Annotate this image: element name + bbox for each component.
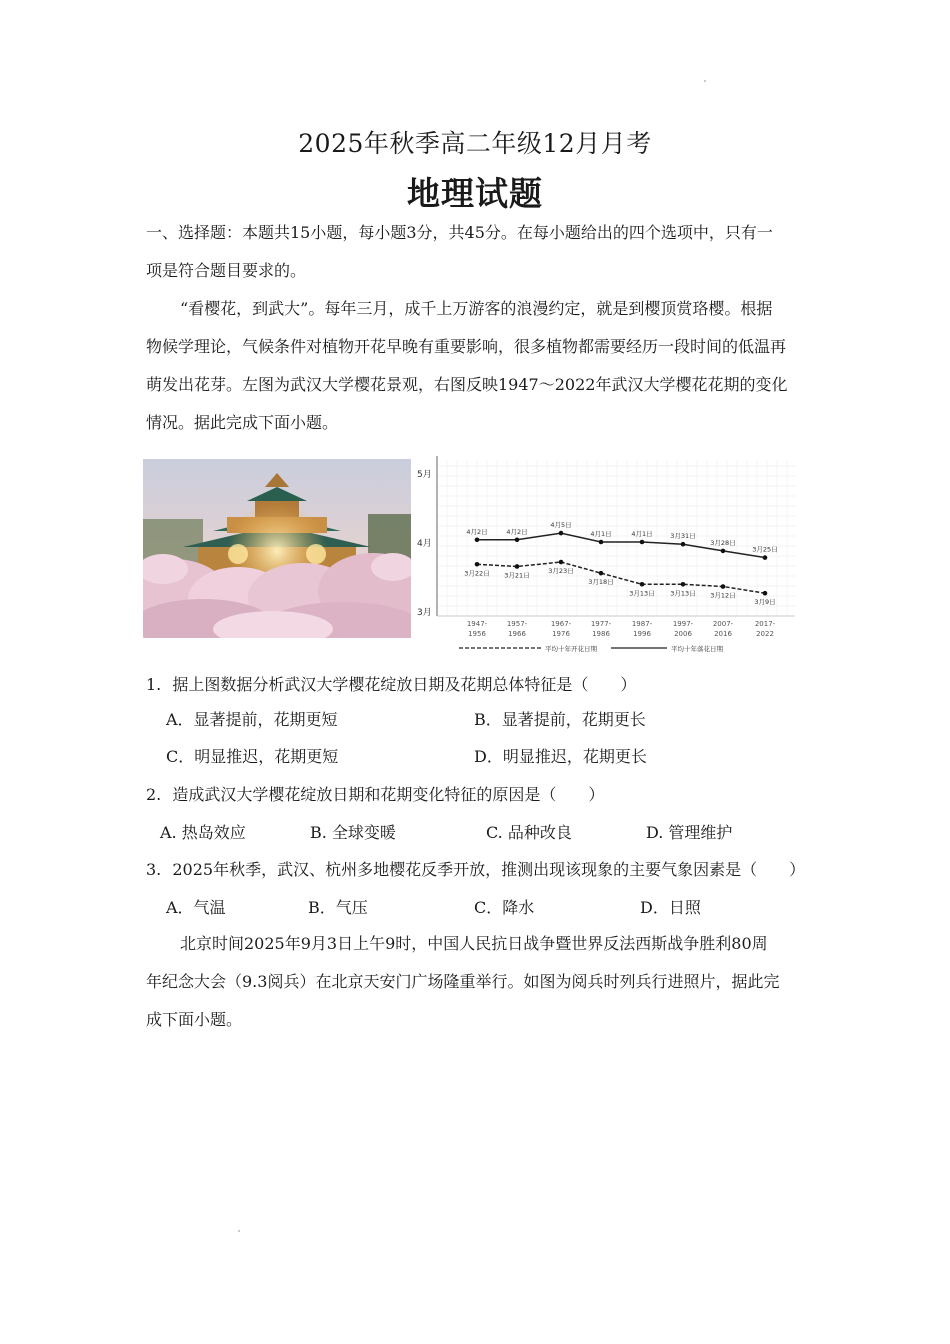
passage-cherry	[146, 290, 812, 442]
option-1b: B．显著提前，花期更长	[474, 710, 646, 729]
bloom-end-point	[681, 542, 686, 547]
bloom-start-point	[721, 584, 726, 589]
question-number: 3.	[146, 860, 162, 879]
chart-x-tick-label: 2006	[674, 630, 692, 638]
option-3c: C．降水	[474, 898, 535, 917]
legend-label: 平均十年落花日期	[671, 645, 723, 653]
question-3	[146, 859, 805, 881]
bloom-start-point	[559, 560, 564, 565]
bloom-end-data-label: 3月25日	[752, 545, 778, 554]
bloom-end-point	[721, 549, 726, 554]
passage-line: 萌发出花芽。左图为武汉大学樱花景观，右图反映1947～2022年武汉大学樱花花期的变化	[146, 375, 788, 394]
section-line: 项是符合题目要求的。	[146, 261, 307, 280]
bloom-start-point	[763, 591, 768, 596]
scan-speck	[238, 1230, 240, 1232]
scan-speck	[704, 80, 706, 82]
chart-x-tick-label: 1967-	[550, 620, 572, 628]
option-3b: B．气压	[308, 898, 368, 917]
chart-x-tick-label: 2022	[756, 630, 774, 638]
chart-x-tick-label: 1956	[468, 630, 486, 638]
chart-x-tick-label: 2016	[714, 630, 732, 638]
question-number: 2.	[146, 785, 162, 804]
bloom-start-point	[640, 582, 645, 587]
cherry-blossom-photo	[143, 459, 411, 638]
question-stem: 据上图数据分析武汉大学樱花绽放日期及花期总体特征是（ ）	[172, 675, 637, 694]
bloom-start-data-label: 3月22日	[464, 569, 490, 578]
section-line: 一、选择题：本题共15小题，每小题3分，共45分。在每小题给出的四个选项中，只有一	[146, 223, 773, 242]
passage-line: 物候学理论，气候条件对植物开花早晚有重要影响，很多植物都需要经历一段时间的低温再	[146, 337, 787, 356]
bloom-end-data-label: 4月2日	[466, 527, 488, 536]
chart-x-tick-label: 1966	[508, 630, 526, 638]
option-2d: D. 管理维护	[646, 823, 733, 842]
chart-y-tick-label: 3月	[417, 608, 432, 618]
question-2	[146, 784, 604, 806]
question-1	[146, 674, 636, 696]
option-3d: D．日照	[640, 898, 701, 917]
option-2b: B. 全球变暖	[310, 823, 396, 842]
passage-parade	[146, 925, 812, 1039]
bloom-start-data-label: 3月21日	[504, 571, 530, 580]
bloom-start-data-label: 3月18日	[588, 578, 614, 587]
chart-x-tick-label: 1997-	[672, 620, 694, 628]
bloom-start-data-label: 3月13日	[670, 589, 696, 598]
bloom-end-point	[475, 537, 480, 542]
bloom-end-data-label: 3月31日	[670, 532, 696, 541]
bloom-end-point	[763, 555, 768, 560]
option-1d: D．明显推迟，花期更长	[474, 747, 647, 766]
exam-title: 2025年秋季高二年级12月月考	[298, 129, 652, 158]
question-stem: 造成武汉大学樱花绽放日期和花期变化特征的原因是（ ）	[172, 785, 605, 804]
bloom-start-data-label: 3月12日	[710, 591, 736, 600]
bloom-end-point	[559, 531, 564, 536]
bloom-start-point	[599, 571, 604, 576]
chart-y-tick-label: 5月	[417, 470, 432, 480]
chart-x-tick-label: 2007-	[712, 620, 734, 628]
option-1a: A．显著提前，花期更短	[166, 710, 338, 729]
bloom-end-point	[515, 537, 520, 542]
bloom-start-data-label: 3月23日	[548, 567, 574, 576]
chart-x-tick-label: 2017-	[754, 620, 776, 628]
chart-x-tick-label: 1976	[552, 630, 570, 638]
option-3a: A．气温	[166, 898, 226, 917]
bloom-end-data-label: 4月1日	[590, 530, 612, 538]
passage-line: 成下面小题。	[146, 1010, 243, 1029]
bloom-end-point	[599, 540, 604, 545]
chart-x-tick-label: 1986	[592, 630, 610, 638]
option-2a: A. 热岛效应	[160, 823, 246, 842]
bloom-end-data-label: 4月5日	[550, 521, 572, 530]
passage-line: 情况。据此完成下面小题。	[146, 413, 339, 432]
bloom-end-data-label: 4月1日	[631, 530, 653, 538]
bloom-end-point	[640, 540, 645, 545]
bloom-start-data-label: 3月9日	[754, 598, 776, 607]
bloom-period-chart	[411, 448, 805, 658]
legend-label: 平均十年开花日期	[545, 645, 597, 653]
subject-title: 地理试题	[407, 174, 543, 213]
chart-y-tick-label: 4月	[417, 539, 432, 549]
passage-line: 年纪念大会（9.3阅兵）在北京天安门广场隆重举行。如图为阅兵时列兵行进照片，据此完	[146, 972, 780, 991]
passage-line: 北京时间2025年9月3日上午9时，中国人民抗日战争暨世界反法西斯战争胜利80周	[180, 934, 768, 953]
section-instruction	[146, 214, 812, 290]
bloom-end-data-label: 4月2日	[506, 527, 528, 536]
chart-x-tick-label: 1947-	[466, 620, 488, 628]
chart-x-tick-label: 1977-	[590, 620, 612, 628]
bloom-start-point	[475, 562, 480, 567]
chart-x-tick-label: 1996	[633, 630, 651, 638]
chart-x-tick-label: 1987-	[631, 620, 653, 628]
bloom-end-data-label: 3月28日	[710, 538, 736, 547]
question-number: 1.	[146, 675, 162, 694]
option-1c: C．明显推迟，花期更短	[166, 747, 339, 766]
option-2c: C. 品种改良	[486, 823, 572, 842]
bloom-start-point	[681, 582, 686, 587]
passage-line: “看樱花，到武大”。每年三月，成千上万游客的浪漫约定，就是到樱顶赏珞樱。根据	[180, 299, 773, 318]
question-stem: 2025年秋季，武汉、杭州多地樱花反季开放，推测出现该现象的主要气象因素是（ ）	[172, 860, 806, 879]
chart-x-tick-label: 1957-	[506, 620, 528, 628]
bloom-start-point	[515, 564, 520, 569]
bloom-start-data-label: 3月13日	[629, 589, 655, 598]
